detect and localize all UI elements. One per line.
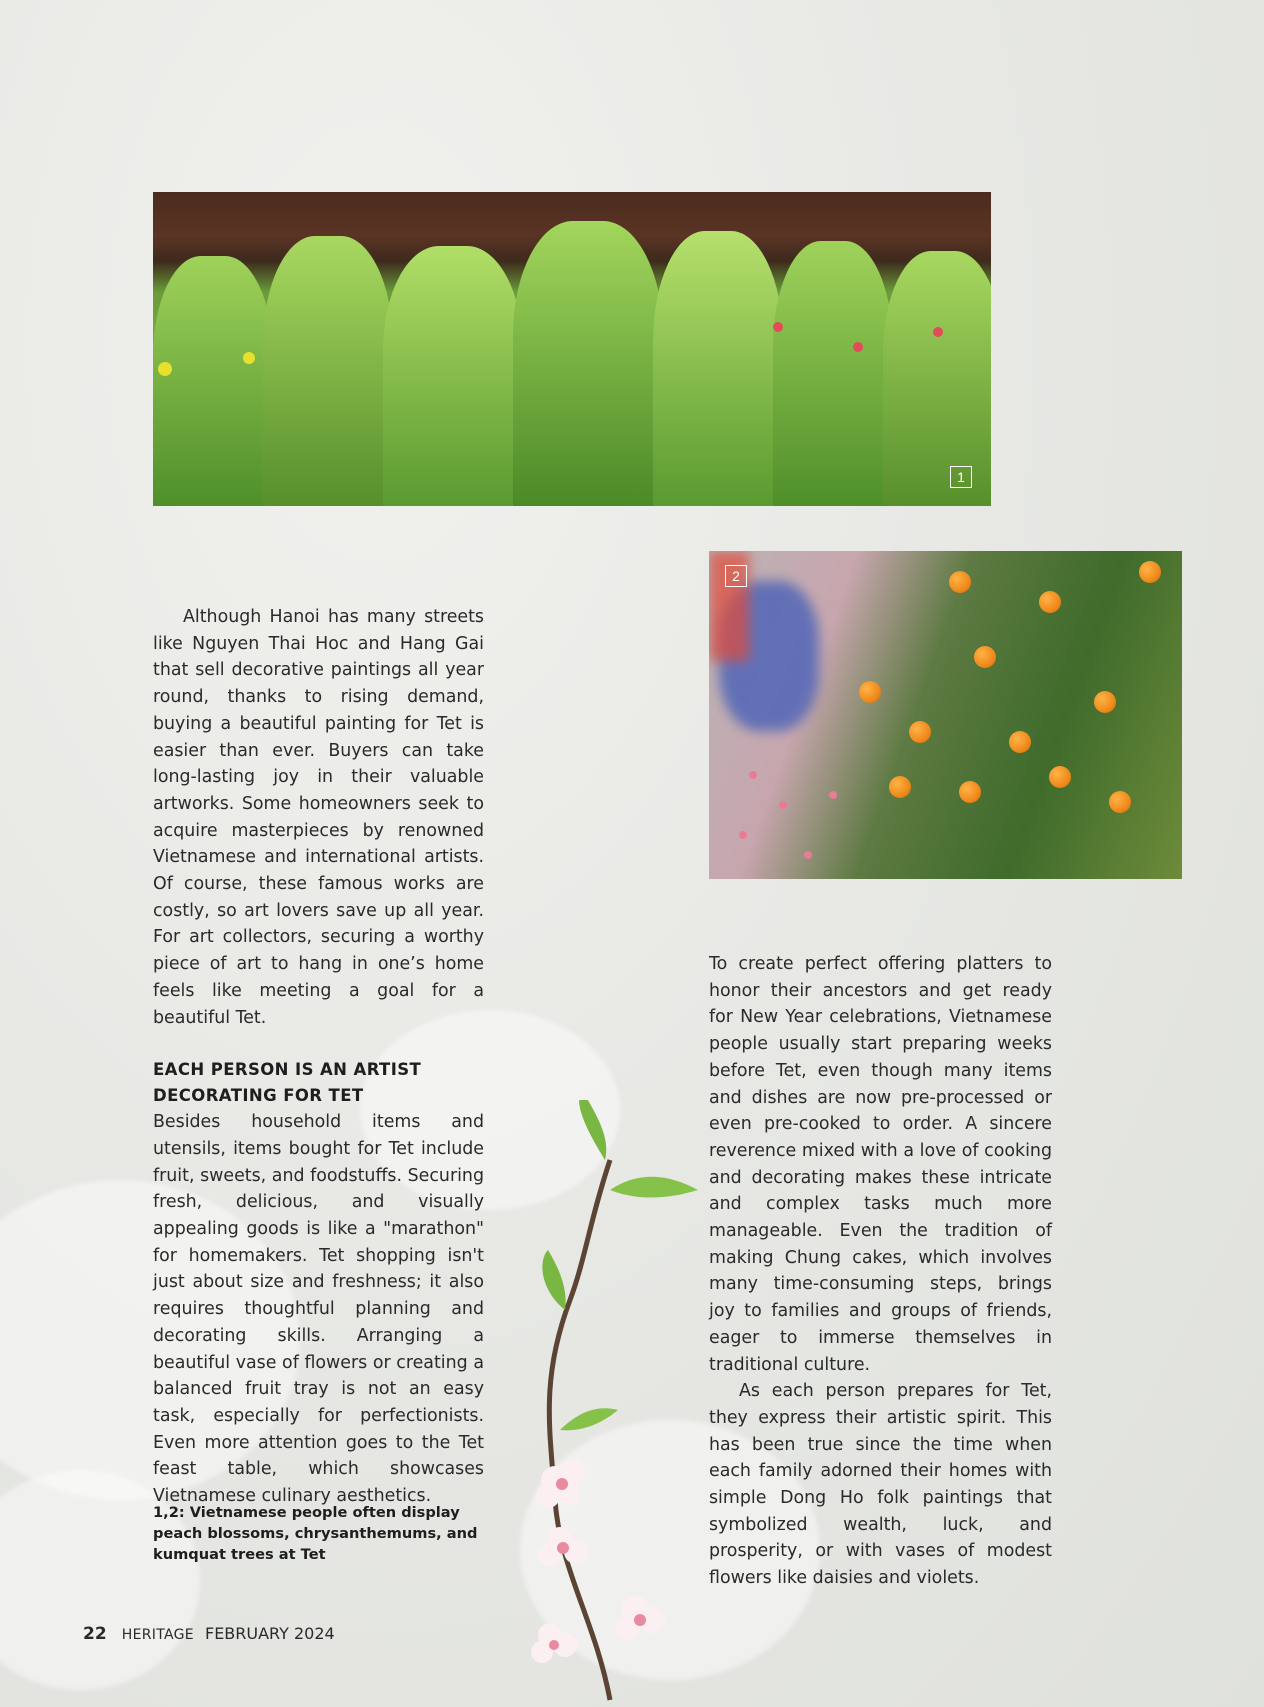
yellow-bud: [243, 352, 255, 364]
kumquat: [909, 721, 931, 743]
flower-stalk: [263, 236, 393, 506]
kumquat: [949, 571, 971, 593]
kumquat: [1049, 766, 1071, 788]
page-number: 22: [83, 1624, 107, 1644]
intro-paragraph: Although Hanoi has many streets like Nguyen Thai Hoc and Hang Gai that sell decorative paintings all year round, thanks to rising demand, buying a beautiful painting for Tet is easier than ever. Buyers can take long-lasting joy in their valuable artworks. Some homeowners seek to acquire masterpieces by renowned Vietnamese and international artists. Of course, these famous works are costly, so art lovers save up all year. For art collectors, securing a worthy piece of art to hang in one’s home feels like meeting a goal for a beautiful Tet.: [153, 607, 484, 1028]
flower-stalk: [513, 221, 663, 506]
peach-blossom: [749, 771, 757, 779]
kumquat: [1109, 791, 1131, 813]
section-paragraph: Besides household items and utensils, items bought for Tet include fruit, sweets, and foodstuffs. Securing fresh, delicious, and visually appealing goods is like a "marathon" for homemakers. Tet shopping isn't just about size and freshness; it also requires thoughtful planning and decorating skills. Arranging a beautiful vase of flowers or creating a balanced fruit tray is not an easy task, especially for perfectionists. Even more attention goes to the Tet feast table, which showcases Vietnamese culinary aesthetics.: [153, 1112, 484, 1507]
magazine-name: HERITAGE: [121, 1627, 194, 1643]
yellow-bud: [158, 362, 172, 376]
left-text-column: [153, 604, 484, 1510]
photo-caption: 1,2: Vietnamese people often display peach blossoms, chrysanthemums, and kumquat trees at Tet: [153, 1504, 478, 1563]
photo-number-badge: 1: [950, 466, 972, 488]
red-bud: [773, 322, 783, 332]
photo-number-badge: 2: [725, 565, 747, 587]
kumquat: [889, 776, 911, 798]
kumquat: [1139, 561, 1161, 583]
flower-stalk: [653, 231, 783, 506]
peach-blossom: [804, 851, 812, 859]
kumquat: [859, 681, 881, 703]
kumquat: [1009, 731, 1031, 753]
peach-blossom: [829, 791, 837, 799]
blossom-flower: [538, 1527, 588, 1567]
right-text-column: [709, 951, 1052, 1592]
blossom-flower: [531, 1623, 577, 1663]
flower-stalk: [883, 251, 991, 506]
peach-blossom: [779, 801, 787, 809]
page-footer: [83, 1624, 335, 1644]
gladiolus-photo: [153, 192, 991, 506]
section-heading: EACH PERSON IS AN ARTIST DECORATING FOR TET: [153, 1060, 422, 1106]
kumquat: [1094, 691, 1116, 713]
artistic-spirit-paragraph: As each person prepares for Tet, they express their artistic spirit. This has been true since the time when each family adorned their homes with simple Dong Ho folk paintings that symbolized wealth, luck, and prosperity, or with vases of modest flowers like daisies and violets.: [709, 1381, 1052, 1589]
red-bud: [853, 342, 863, 352]
blossom-flower: [616, 1596, 665, 1640]
kumquat: [959, 781, 981, 803]
blossom-flower: [536, 1459, 585, 1508]
peach-branch-illustration: [500, 1100, 720, 1707]
kumquat-tree-photo: [709, 551, 1182, 879]
flower-stalk: [153, 256, 273, 506]
red-bud: [933, 327, 943, 337]
kumquat: [1039, 591, 1061, 613]
flower-stalk: [383, 246, 523, 506]
kumquat: [974, 646, 996, 668]
offering-paragraph: To create perfect offering platters to honor their ancestors and get ready for New Year celebrations, Vietnamese people usually start preparing weeks before Tet, even though many items and dishes are now pre-processed or even pre-cooked to order. A sincere reverence mixed with a love of cooking and decorating makes these intricate and complex tasks much more manageable. Even the tradition of making Chung cakes, which involves many time-consuming steps, brings joy to families and groups of friends, eager to immerse themselves in traditional culture.: [709, 954, 1052, 1375]
peach-blossom: [739, 831, 747, 839]
flower-stalk: [773, 241, 893, 506]
issue-date: FEBRUARY 2024: [204, 1624, 335, 1643]
